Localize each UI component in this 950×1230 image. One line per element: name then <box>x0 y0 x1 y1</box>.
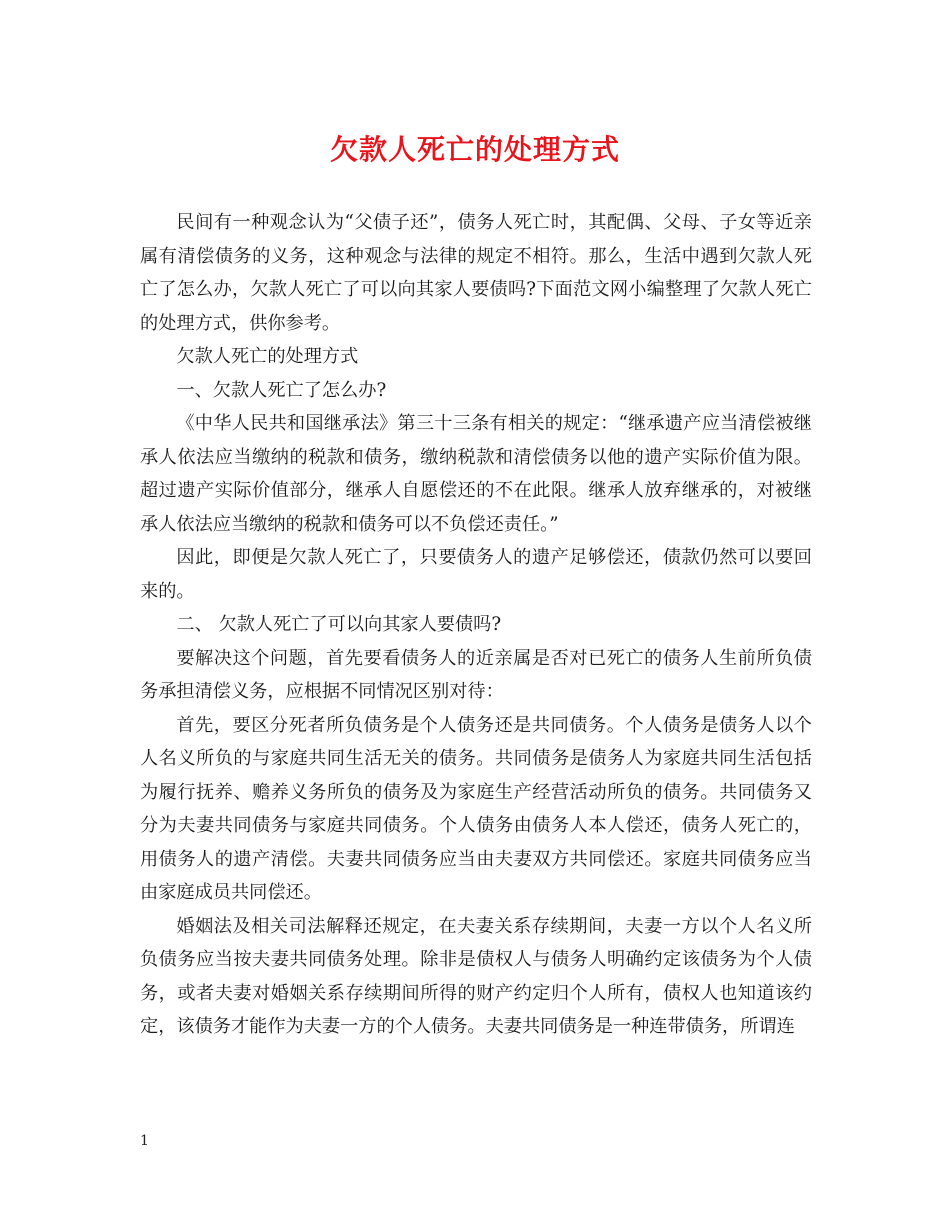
paragraph-intro: 民间有一种观念认为“父债子还”，债务人死亡时，其配偶、父母、子女等近亲属有清偿债务的义务，这种观念与法律的规定不相符。那么，生活中遇到欠款人死亡了怎么办，欠款人死亡了可以向其家人要债吗?下面范文网小编整理了欠款人死亡的处理方式，供你参考。 <box>140 212 812 334</box>
paragraph-marriage-law: 婚姻法及相关司法解释还规定，在夫妻关系存续期间，夫妻一方以个人名义所负债务应当按夫妻共同债务处理。除非是债权人与债务人明确约定该债务为个人债务，或者夫妻对婚姻关系存续期间所得的财产约定归个人所有，债权人也知道该约定，该债务才能作为夫妻一方的个人债务。夫妻共同债务是一种连带债务，所谓连 <box>140 915 812 1037</box>
paragraph-analysis-intro: 要解决这个问题，首先要看债务人的近亲属是否对已死亡的债务人生前所负债务承担清偿义务，应根据不同情况区别对待： <box>140 647 812 702</box>
paragraph-section-heading: 欠款人死亡的处理方式 <box>176 346 359 367</box>
document-title: 欠款人死亡的处理方式 <box>329 133 620 166</box>
document-body <box>140 206 812 1044</box>
paragraph-debt-types: 首先，要区分死者所负债务是个人债务还是共同债务。个人债务是债务人以个人名义所负的与家庭共同生活无关的债务。共同债务是债务人为家庭共同生活包括为履行抚养、赡养义务所负的债务及为家庭生产经营活动所负的债务。共同债务又分为夫妻共同债务与家庭共同债务。个人债务由债务人本人偿还，债务人死亡的，用债务人的遗产清偿。夫妻共同债务应当由夫妻双方共同偿还。家庭共同债务应当由家庭成员共同偿还。 <box>140 714 812 903</box>
paragraph-question-one: 一、欠款人死亡了怎么办? <box>176 379 387 401</box>
paragraph-inheritance-law: 《中华人民共和国继承法》第三十三条有相关的规定：“继承遗产应当清偿被继承人依法应当缴纳的税款和债务，缴纳税款和清偿债务以他的遗产实际价值为限。超过遗产实际价值部分，继承人自愿偿还的不在此限。继承人放弃继承的，对被继承人依法应当缴纳的税款和债务可以不负偿还责任。” <box>140 413 812 535</box>
page-number: 1 <box>140 1133 149 1149</box>
paragraph-conclusion-one: 因此，即便是欠款人死亡了，只要债务人的遗产足够偿还，债款仍然可以要回来的。 <box>140 547 812 602</box>
paragraph-question-two: 二、 欠款人死亡了可以向其家人要债吗? <box>176 614 502 635</box>
